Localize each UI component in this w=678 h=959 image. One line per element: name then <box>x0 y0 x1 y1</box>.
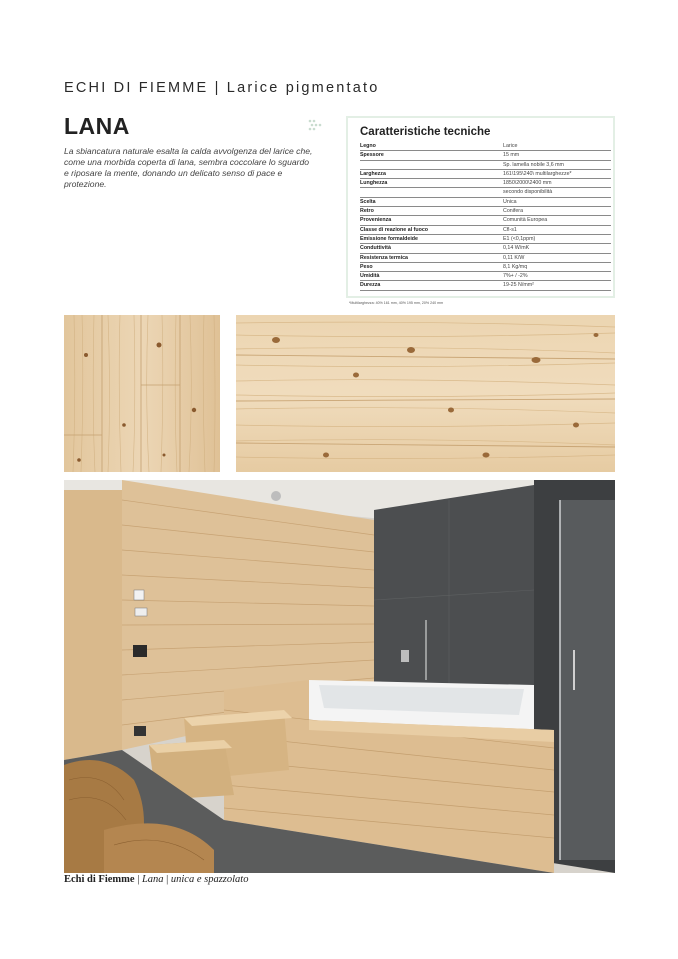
specs-table <box>360 142 611 291</box>
spec-value: 8,1 Kg/mq <box>503 262 611 271</box>
collection-header: ECHI DI FIEMME | Larice pigmentato <box>64 80 380 96</box>
spec-value: Comunità Europea <box>503 216 611 225</box>
spec-value: 7%+ / -2% <box>503 272 611 281</box>
product-description: La sbiancatura naturale esalta la calda avvolgenza del larice che, come una morbida coperta di lana, sembra coccolare lo sguardo e riposare la mente, donando un delicato senso di pace e protezione. <box>64 146 313 189</box>
spec-value: 15 mm <box>503 151 611 160</box>
spec-row <box>360 272 611 281</box>
spec-value: Unica <box>503 197 611 206</box>
spec-value: secondo disponibilità <box>503 188 611 197</box>
spec-label: Durezza <box>360 281 503 290</box>
spec-label: Conduttività <box>360 244 503 253</box>
spec-row <box>360 262 611 271</box>
decorative-dots-icon <box>307 118 325 132</box>
spec-label: Provenienza <box>360 216 503 225</box>
caption-product: Lana <box>141 874 164 885</box>
spec-label: Scelta <box>360 197 503 206</box>
spec-row <box>360 253 611 262</box>
technical-specs-box <box>346 116 615 298</box>
specs-title: Caratteristiche tecniche <box>360 126 491 138</box>
spec-value: 0,11 K/W <box>503 253 611 262</box>
spec-label: Larghezza <box>360 169 503 178</box>
spec-label: Classe di reazione al fuoco <box>360 225 503 234</box>
spec-value: 161\195\240\ multilarghezze* <box>503 169 611 178</box>
product-title: LANA <box>64 113 130 139</box>
spec-row <box>360 142 611 151</box>
caption-separator: | <box>134 874 142 885</box>
spec-value: 0,14 W/mK <box>503 244 611 253</box>
spec-row <box>360 234 611 243</box>
wood-sample-vertical <box>64 315 220 472</box>
spec-row <box>360 160 611 169</box>
spec-label <box>360 160 503 169</box>
spec-row <box>360 179 611 188</box>
spec-row <box>360 225 611 234</box>
spec-row <box>360 197 611 206</box>
caption-finish: unica e spazzolato <box>170 874 249 885</box>
spec-label: Emissione formaldeide <box>360 234 503 243</box>
spec-label: Retro <box>360 207 503 216</box>
spec-value: Larice <box>503 142 611 151</box>
spec-label: Spessore <box>360 151 503 160</box>
wood-sample-horizontal <box>236 315 615 472</box>
interior-photo-bathroom <box>64 480 615 873</box>
spec-value: E1 (<0,1ppm) <box>503 234 611 243</box>
spec-label: Umidità <box>360 272 503 281</box>
spec-label: Peso <box>360 262 503 271</box>
photo-caption <box>64 874 248 885</box>
spec-label <box>360 188 503 197</box>
specs-footnote: *Multilarghezza: 40% 161 mm, 40% 195 mm, 20% 240 mm <box>349 301 444 305</box>
spec-row <box>360 169 611 178</box>
spec-value: Sp. lamella nobile 3,6 mm <box>503 160 611 169</box>
spec-value: 19-25 N/mm² <box>503 281 611 290</box>
spec-value: 1850\2000\2400 mm <box>503 179 611 188</box>
spec-row <box>360 216 611 225</box>
spec-row <box>360 207 611 216</box>
spec-row <box>360 151 611 160</box>
spec-row <box>360 188 611 197</box>
spec-row <box>360 244 611 253</box>
spec-row <box>360 281 611 290</box>
caption-brand: Echi di Fiemme <box>64 874 135 885</box>
spec-label: Lunghezza <box>360 179 503 188</box>
spec-value: Cfl-s1 <box>503 225 611 234</box>
spec-label: Legno <box>360 142 503 151</box>
spec-label: Resistenza termica <box>360 253 503 262</box>
caption-separator: | <box>163 874 171 885</box>
spec-value: Conifera <box>503 207 611 216</box>
